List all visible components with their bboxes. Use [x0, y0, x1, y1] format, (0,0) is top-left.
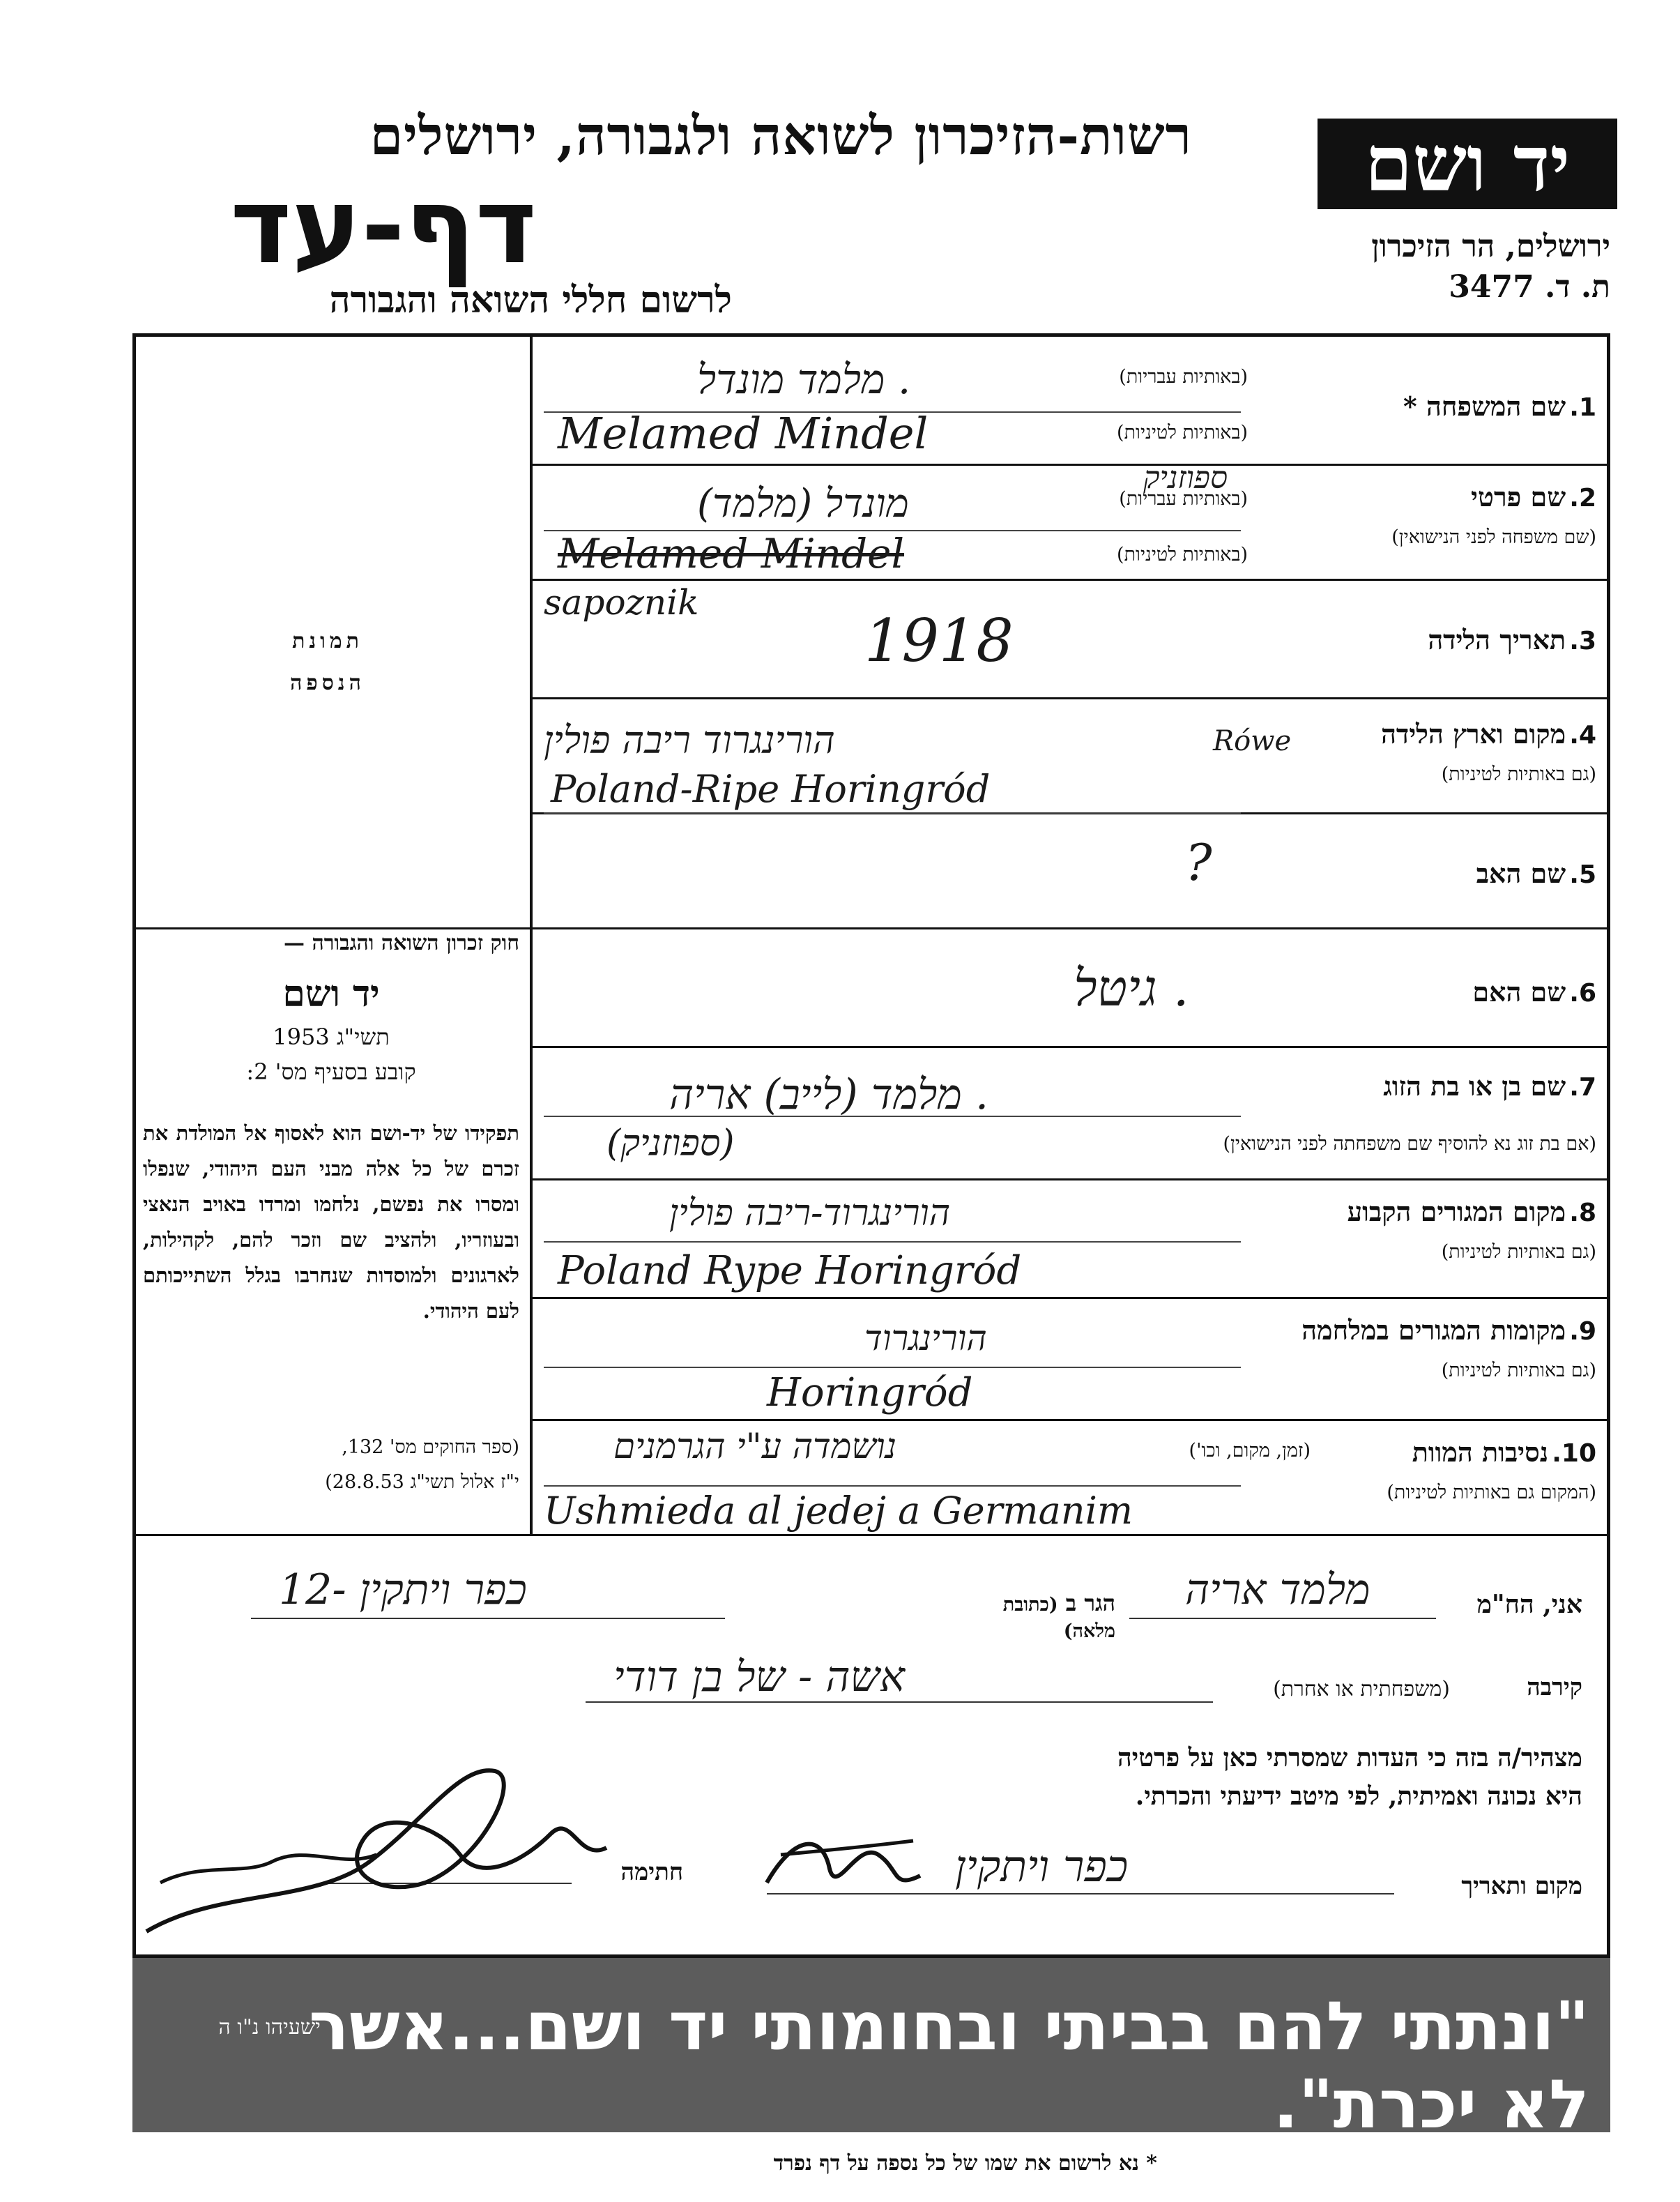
field-1-hint-hebrew: (באותיות עבריות) [1119, 366, 1248, 388]
write-line [251, 1618, 725, 1619]
photo-label [209, 621, 446, 704]
banner-quote: "ונתתי להם בביתי ובחומותי יד ושם...אשר לא יכרת". [309, 1987, 1589, 2143]
law-heading: חוק זכרון השואה והגבורה — [284, 931, 519, 955]
field-2-hand-maiden: sapoznik [544, 582, 699, 623]
law-ref1: (ספר החוקים מס' 132, [342, 1436, 519, 1458]
write-line [1129, 1618, 1436, 1619]
field-8-label: 8. מקום המגורים הקבוע [1347, 1196, 1596, 1227]
field-6-label: 6. שם האם [1472, 976, 1596, 1008]
field-4-label: 4. מקום וארץ הלידה [1381, 718, 1596, 750]
field-2-hand-hebrew: (מלמד) מונדל [697, 481, 909, 526]
address-block [1318, 227, 1610, 307]
field-3-hand: 1918 [864, 607, 1014, 675]
place-date-value: כפר ויתקין [955, 1841, 1129, 1892]
field-4-hand-hebrew: הורינגרוד ריבה פולין [544, 718, 835, 762]
row-divider [533, 927, 1610, 929]
field-7-hand-hebrew: מלמד (לייב) אריה . [669, 1070, 989, 1119]
field-9-hand-hebrew: הורינגרוד [864, 1318, 987, 1358]
field-2-sub: (שם משפחה לפני הנישואין) [1391, 526, 1596, 548]
field-7-hand-maiden: (ספוזניק) [606, 1123, 735, 1164]
write-line [544, 812, 1241, 814]
field-8-hand-latin: Poland Rype Horingród [558, 1248, 1022, 1293]
field-10-hand-latin: Ushmieda al jedej a Germanim [544, 1489, 1133, 1533]
field-10-hand-hebrew: נושמדה ע"י הגרמנים [613, 1426, 896, 1466]
banner-reference: ישעיהו נ"ו ה [218, 2015, 321, 2040]
row-divider [533, 579, 1610, 581]
signature-label: חתימה [620, 1858, 683, 1886]
law-section: קובע בסעיף מס' 2: [246, 1058, 416, 1085]
signature-mark [753, 1813, 934, 1911]
resides-label: הגר ב (כתובת מלאה) [1002, 1590, 1115, 1642]
statement-line2: היא נכונה ואמיתית, לפי מיטב ידיעתי והכרתי. [1135, 1782, 1582, 1811]
field-1-hint-latin: (באותיות לטיניות) [1117, 422, 1248, 443]
law-ref2: י"ז אלול תשי"ג 28.8.53) [325, 1471, 519, 1493]
field-1-hand-latin: Melamed Mindel [558, 408, 929, 459]
institution-title: רשות-הזיכרון לשואה ולגבורה, ירושלים [369, 105, 1192, 167]
field-10-sub: (המקום גם באותיות לטיניות) [1387, 1482, 1596, 1503]
field-2-hint-latin: (באותיות לטיניות) [1117, 544, 1248, 565]
field-10-hint: (זמן, מקום, וכו') [1189, 1440, 1311, 1461]
row-divider [533, 1178, 1610, 1180]
law-body: תפקידו של יד-ושם הוא לאסוף אל המולדת את זכרם של כל אלה מבני העם היהודי, שנפלו ומסרו את נפשם, נלחמו ומרדו באויב הנאצי ובעוזריו, ולהציב שם וזכר להם, לקהילות, לארגונים ולמוסדות שנחרבו בגלל השתייכותם לעם היהודי. [143, 1121, 519, 1323]
row-divider [533, 1046, 1610, 1048]
signature-scribble [132, 1722, 634, 1959]
statement-line1: מצהיר/ה בזה כי העדות שמסרתי כאן על פרטיה [1117, 1743, 1582, 1772]
field-9-label: 9. מקומות המגורים במלחמה [1301, 1314, 1596, 1346]
field-8-hand-hebrew: הורינגרוד-ריבה פולין [669, 1192, 951, 1234]
field-6-hand: גיטל . [1074, 959, 1189, 1017]
declarant-address: כפר ויתקין -12 [279, 1565, 527, 1614]
form-subtitle: לרשום חללי השואה והגבורה [329, 279, 732, 321]
write-line [544, 1241, 1241, 1243]
left-divider [132, 927, 533, 929]
logo-text: יד ושם [1364, 119, 1571, 208]
field-5-label: 5. שם האב [1476, 858, 1596, 889]
law-year: תשי"ג 1953 [273, 1024, 390, 1050]
write-line [544, 1485, 1241, 1487]
declarant-name: מלמד אריה [1185, 1565, 1370, 1614]
relation-hint: (משפחתית או אחרת) [1273, 1677, 1450, 1701]
field-7-label: 7. שם בן או בת הזוג [1383, 1070, 1596, 1102]
footnote: * נא לרשום את שמו של כל נספה על דף נפרד [773, 2151, 1157, 2176]
field-1-hand-hebrew: מלמד מונדל . [697, 356, 911, 403]
field-9-sub: (גם באותיות לטיניות) [1441, 1360, 1596, 1381]
row-divider [533, 1297, 1610, 1299]
relation-value: אשה - של בן דודי [613, 1653, 905, 1701]
field-5-hand: ? [1185, 833, 1212, 892]
row-divider [533, 464, 1610, 466]
place-date-label: מקום ותאריך [1461, 1872, 1582, 1900]
field-2-hint-hebrew: (באותיות עבריות) [1119, 488, 1248, 510]
relation-label: קירבה [1527, 1673, 1582, 1701]
address: ירושלים, הר הזיכרון [1371, 229, 1610, 264]
photo-label-line2: הנספה [290, 671, 365, 695]
field-8-sub: (גם באותיות לטיניות) [1441, 1241, 1596, 1263]
section-divider [132, 1534, 1610, 1536]
field-4-hand-note: Rówe [1213, 725, 1292, 757]
field-4-sub: (גם באותיות לטיניות) [1441, 764, 1596, 785]
po-box: ת. ד. 3477 [1449, 269, 1610, 305]
field-9-hand-latin: Horingród [767, 1370, 973, 1415]
field-2-hand-note: ספוזניק [1143, 460, 1228, 496]
declarant-label: אני, הח"מ [1476, 1590, 1582, 1619]
form-title: דף-עד [230, 166, 537, 287]
field-4-hand-latin: Poland-Ripe Horingród [551, 767, 991, 811]
yad-vashem-logo [1318, 119, 1617, 209]
write-line [544, 1367, 1241, 1368]
field-2-label: 2. שם פרטי [1471, 481, 1596, 512]
row-divider [533, 1419, 1610, 1421]
law-name: יד ושם [282, 973, 380, 1015]
photo-label-line1: תמונת [292, 629, 363, 653]
field-7-sub: (אם בת זוג נא להוסיף שם משפחתה לפני הנישואין) [1223, 1133, 1596, 1155]
field-2-hand-latin: Melamed Mindel [558, 530, 905, 577]
field-1-label: 1. שם המשפחה * [1403, 390, 1596, 422]
column-divider [530, 333, 533, 1534]
field-3-label: 3. תאריך הלידה [1428, 624, 1596, 655]
write-line [586, 1701, 1213, 1703]
row-divider [533, 697, 1610, 699]
field-10-label: 10. נסיבות המוות [1412, 1436, 1596, 1468]
